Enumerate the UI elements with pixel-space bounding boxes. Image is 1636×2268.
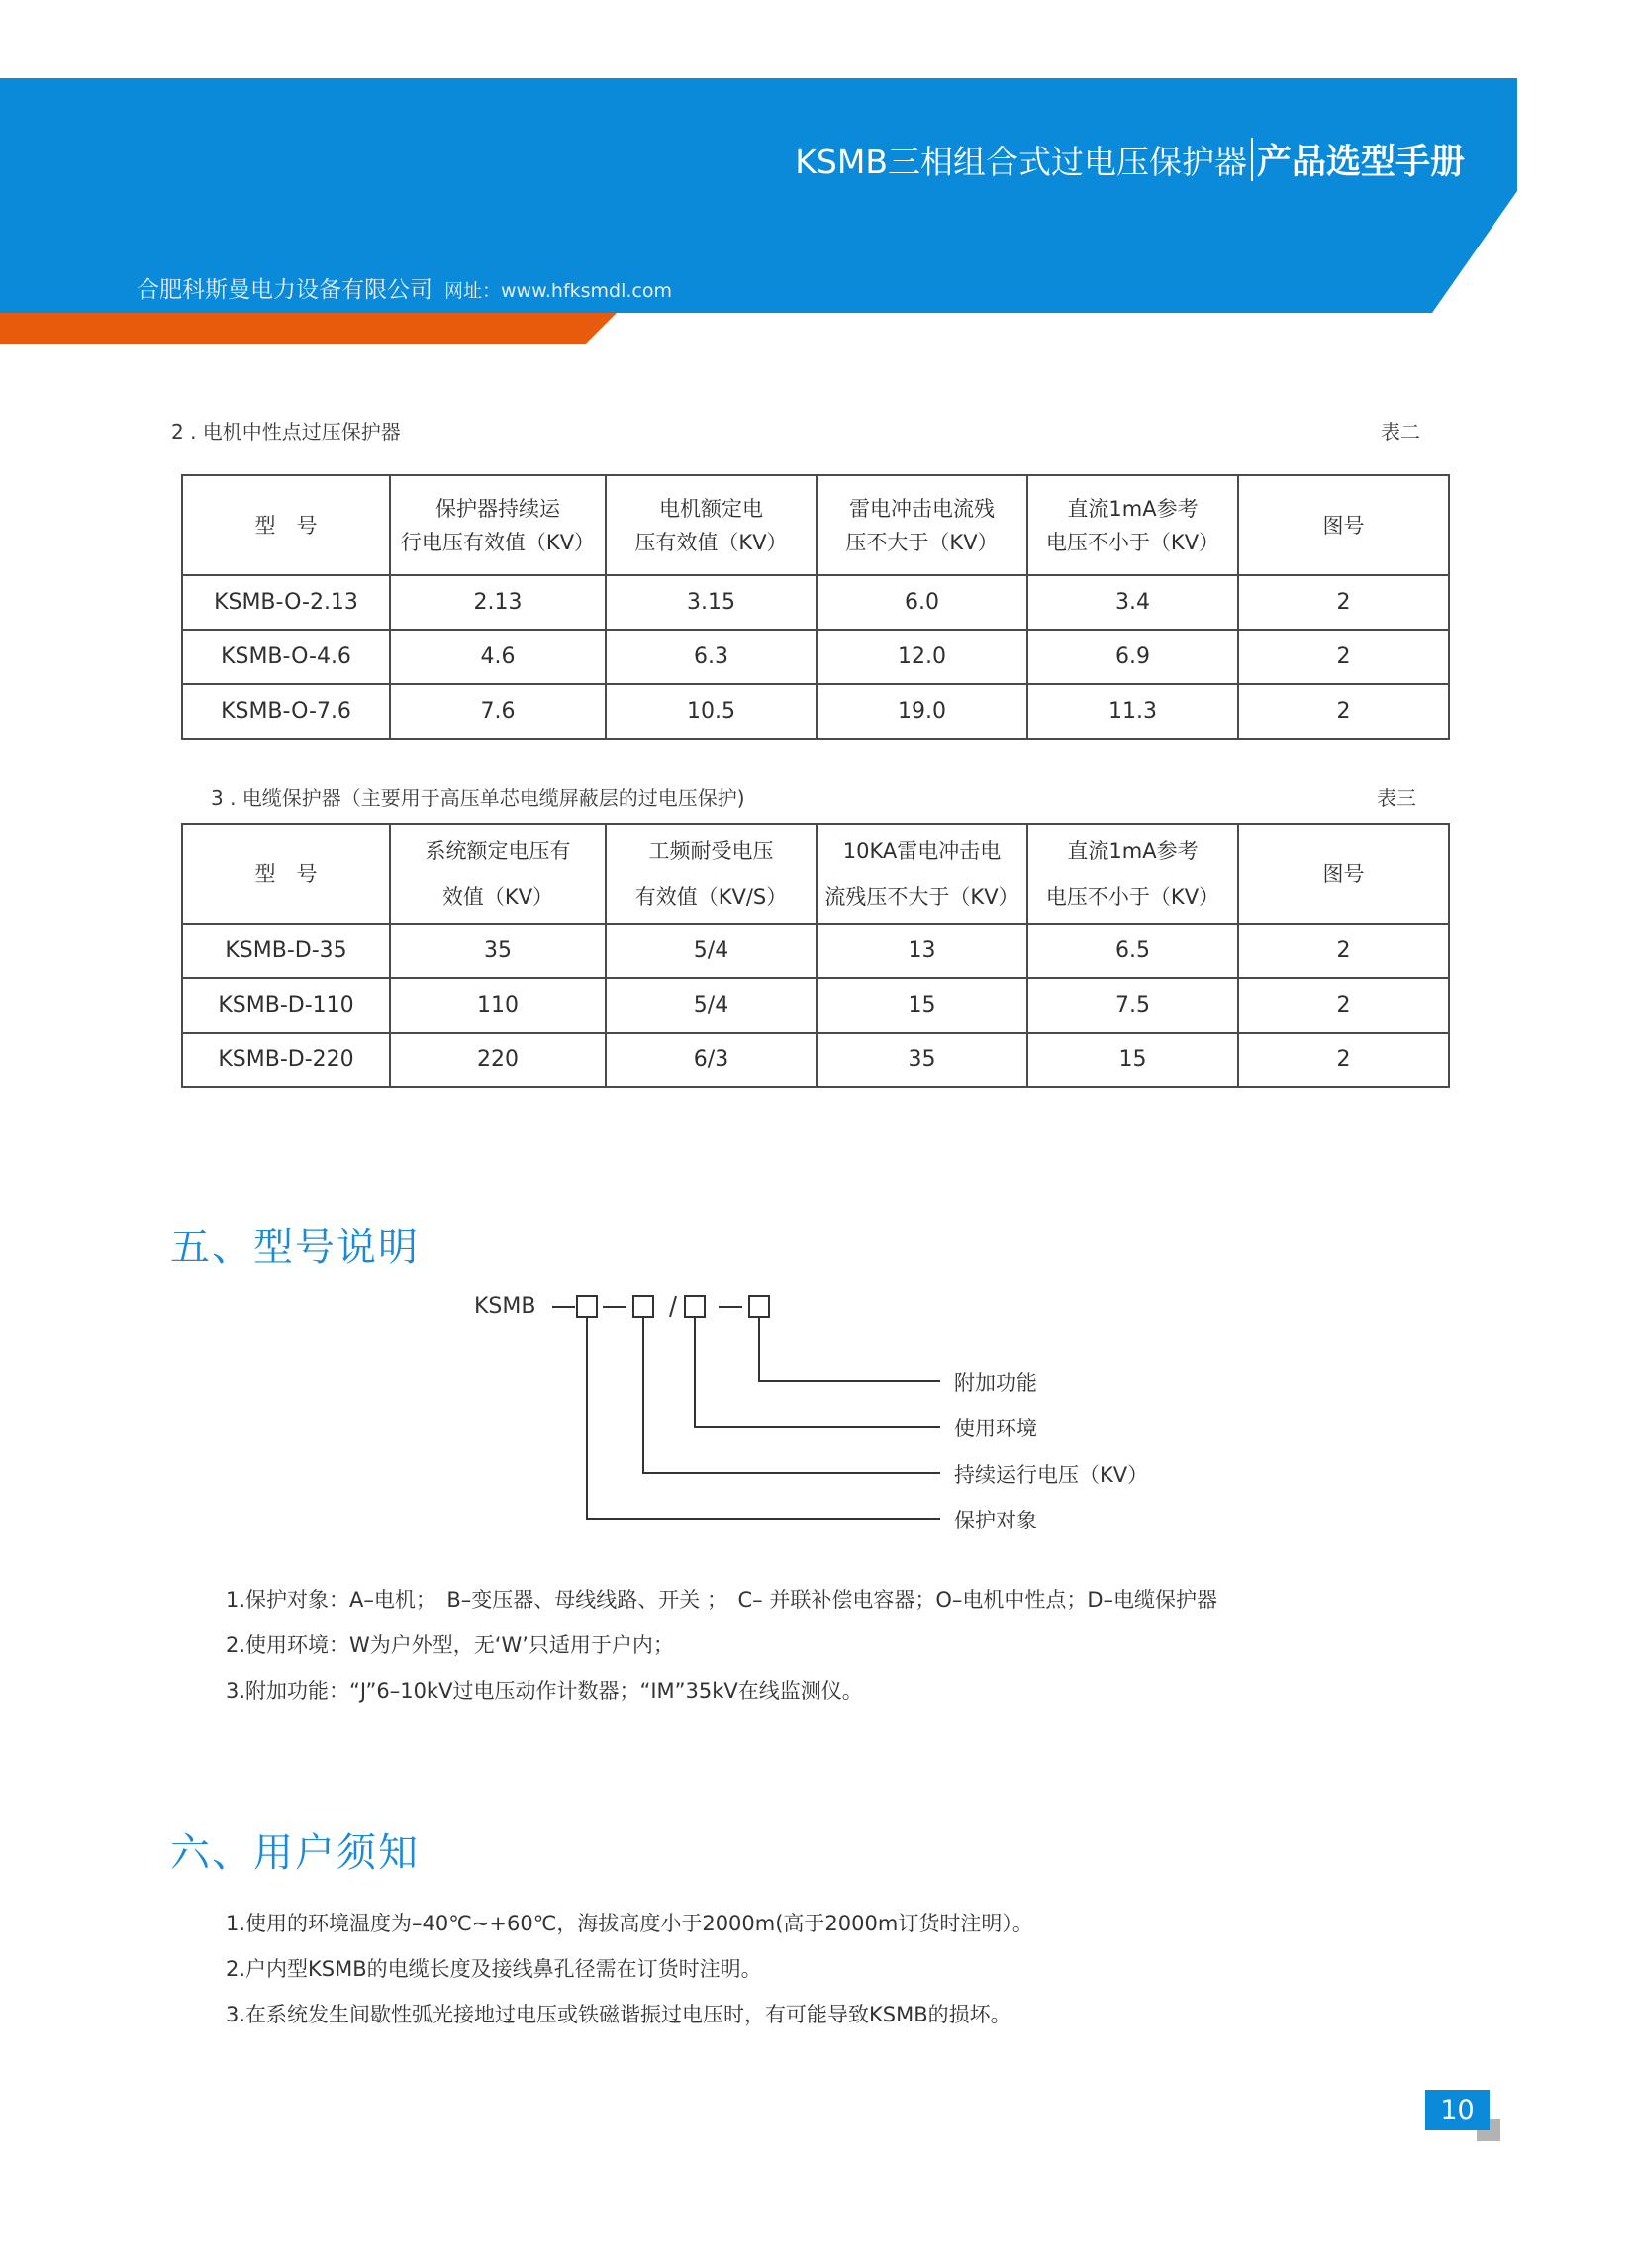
table-cell: 6/3	[606, 1033, 817, 1087]
table-header-row	[182, 824, 1449, 924]
table-cell: 5/4	[606, 978, 817, 1033]
legend-environment: 使用环境	[954, 1417, 1037, 1440]
table-cell: 11.3	[1027, 684, 1238, 739]
header-cell: 系统额定电压有 效值（KV）	[390, 824, 606, 924]
table-cell: 15	[1027, 1033, 1238, 1087]
section6-note: 2.户内型KSMB的电缆长度及接线鼻孔径需在订货时注明。	[226, 1957, 762, 1981]
table-cell: 2.13	[390, 575, 606, 630]
model-cell: KSMB-O-2.13	[182, 575, 390, 630]
legend-additional-function: 附加功能	[954, 1371, 1037, 1395]
header-cell: 直流1mA参考 电压不小于（KV）	[1027, 475, 1238, 575]
header-cell: 型 号	[182, 824, 390, 924]
legend-protection-target: 保护对象	[954, 1509, 1037, 1532]
header-cell: 雷电冲击电流残 压不大于（KV）	[817, 475, 1027, 575]
table-cell: 35	[817, 1033, 1027, 1087]
table-row	[182, 978, 1449, 1033]
table-row	[182, 684, 1449, 739]
header-cell: 保护器持续运 行电压有效值（KV）	[390, 475, 606, 575]
table-cell: 5/4	[606, 924, 817, 978]
table-cell: 2	[1238, 575, 1449, 630]
title-separator	[1251, 138, 1253, 181]
company-name: 合肥科斯曼电力设备有限公司	[137, 277, 433, 303]
table-cell: 15	[817, 978, 1027, 1033]
header-cell: 图号	[1238, 824, 1449, 924]
table3-label: 表三	[1377, 786, 1416, 810]
document-title	[693, 135, 1465, 184]
table-cell: 35	[390, 924, 606, 978]
manual-title: 产品选型手册	[1256, 143, 1465, 182]
table-cell: 19.0	[817, 684, 1027, 739]
table-cell: 10.5	[606, 684, 817, 739]
header-cell: 工频耐受电压 有效值（KV/S）	[606, 824, 817, 924]
model-cell: KSMB-D-220	[182, 1033, 390, 1087]
page-number: 10	[1425, 2090, 1490, 2130]
table2-label: 表二	[1381, 420, 1420, 444]
model-cell: KSMB-O-7.6	[182, 684, 390, 739]
header-cell: 10KA雷电冲击电 流残压不大于（KV）	[817, 824, 1027, 924]
table-cell: 110	[390, 978, 606, 1033]
table2-caption: 2 . 电机中性点过压保护器	[171, 420, 401, 444]
company-website: 网址：www.hfksmdl.com	[444, 280, 673, 302]
table-cell: 6.3	[606, 630, 817, 684]
section5-note: 1.保护对象：A–电机； B–变压器、母线线路、开关 ； C– 并联补偿电容器；O–电机中性点；D–电缆保护器	[226, 1588, 1218, 1612]
section5-title: 五、型号说明	[170, 1225, 420, 1270]
product-title: KSMB三相组合式过电压保护器	[795, 143, 1247, 181]
section5-note: 3.附加功能：“J”6–10kV过电压动作计数器；“IM”35kV在线监测仪。	[226, 1679, 863, 1703]
table-cell: 2	[1238, 978, 1449, 1033]
section5-note: 2.使用环境：W为户外型，无‘W’只适用于户内；	[226, 1633, 674, 1657]
table-cell: 6.9	[1027, 630, 1238, 684]
model-cell: KSMB-D-35	[182, 924, 390, 978]
table-header-row	[182, 475, 1449, 575]
table-cell: 2	[1238, 630, 1449, 684]
company-info	[137, 271, 672, 304]
header-cell: 电机额定电 压有效值（KV）	[606, 475, 817, 575]
model-cell: KSMB-O-4.6	[182, 630, 390, 684]
legend-continuous-voltage: 持续运行电压（KV）	[954, 1463, 1149, 1487]
model-cell: KSMB-D-110	[182, 978, 390, 1033]
header-cell: 图号	[1238, 475, 1449, 575]
table-cell: 2	[1238, 684, 1449, 739]
header-cell: 型 号	[182, 475, 390, 575]
table-row	[182, 924, 1449, 978]
table-cell: 2	[1238, 1033, 1449, 1087]
section6-title: 六、用户须知	[170, 1830, 420, 1876]
table-row	[182, 575, 1449, 630]
table-row	[182, 630, 1449, 684]
table-cell: 12.0	[817, 630, 1027, 684]
table-row	[182, 1033, 1449, 1087]
table-cell: 7.5	[1027, 978, 1238, 1033]
table-cell: 220	[390, 1033, 606, 1087]
table-cell: 3.15	[606, 575, 817, 630]
banner-orange-stripe	[0, 313, 617, 344]
table-cell: 13	[817, 924, 1027, 978]
table-cell: 7.6	[390, 684, 606, 739]
section6-note: 3.在系统发生间歇性弧光接地过电压或铁磁谐振过电压时，有可能导致KSMB的损坏。	[226, 2003, 1011, 2026]
header-cell: 直流1mA参考 电压不小于（KV）	[1027, 824, 1238, 924]
table-cell: 4.6	[390, 630, 606, 684]
section6-note: 1.使用的环境温度为–40℃~+60℃，海拔高度小于2000m(高于2000m订货时注明）。	[226, 1912, 1033, 1935]
table-cell: 3.4	[1027, 575, 1238, 630]
model-prefix: KSMB	[474, 1294, 536, 1319]
table3-cable-protectors	[181, 823, 1450, 1088]
table-cell: 6.0	[817, 575, 1027, 630]
table-cell: 6.5	[1027, 924, 1238, 978]
table3-caption: 3 . 电缆保护器（主要用于高压单芯电缆屏蔽层的过电压保护)	[211, 786, 745, 810]
table2-neutral-point-protectors	[181, 474, 1450, 740]
table-cell: 2	[1238, 924, 1449, 978]
